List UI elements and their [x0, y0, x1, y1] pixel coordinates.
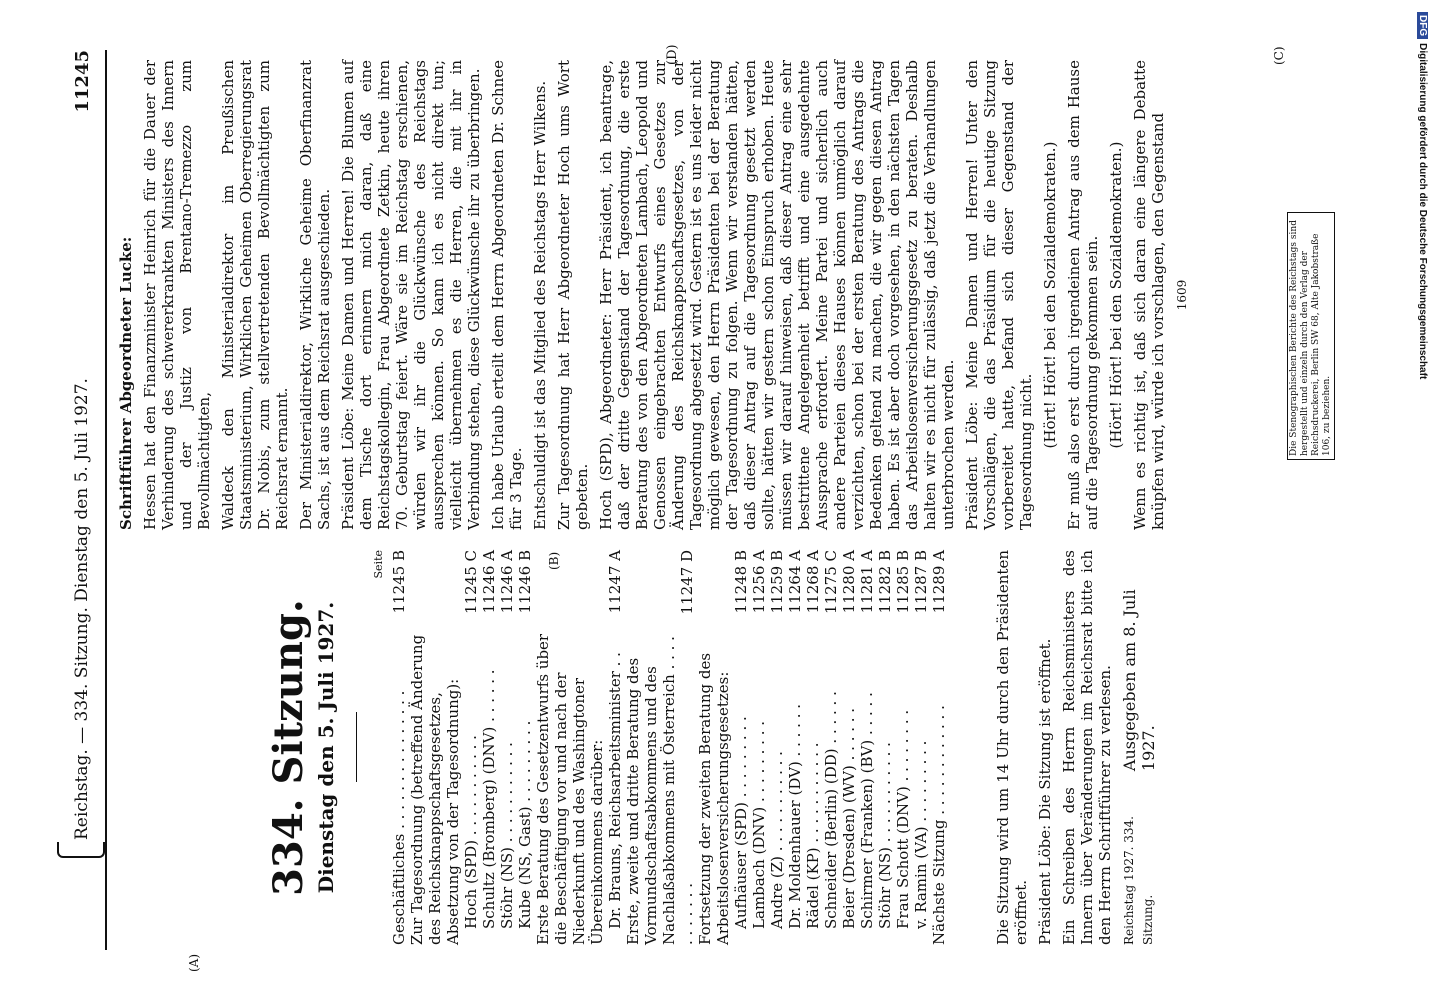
- toc-label: Stöhr (NS) . . . . . . . . . . .: [876, 742, 894, 929]
- toc-row: [624, 550, 696, 945]
- toc-label: Dr. Brauns, Reichsarbeitsminister . .: [606, 652, 624, 929]
- publisher-note: Die Stenographischen Berichte des Reichstags sind hergestellt und einzeln durch den Verlag der Reichsdruckerei, Berlin SW 68, Alte Jakobstraße 106, zu beziehen.: [1287, 212, 1335, 460]
- toc-row: [732, 550, 750, 945]
- speech-hoch: Hoch (SPD), Abgeordneter: Herr Präsident, ich beantrage, daß der dritte Gegenstand der Tagesordnung, die erste Beratung des von den Abgeordneten Lambach, Leopold und Genossen eingebrachten Entwurfs eines Gesetzes zur Änderung des Reichsknappschaftsgesetzes, von der Tagesordnung abgesetzt wird. Gestern ist es uns leider nicht möglich gewesen, den Herrn Präsidenten bei der Beratung der Tagesordnung zu folgen. Wenn wir verstanden hätten, daß dieser Antrag auf die Tagesordnung gesetzt werden sollte, hätten wir gestern schon Einspruch erhoben. Heute müssen wir darauf hinweisen, daß dieser Antrag eine sehr bestrittene Angelegenheit betrifft und eine ausgedehnte Aussprache erfordert. Meine Partei und sicherlich auch andere Parteien dieses Hauses können unmöglich darauf verzichten, schon bei der ersten Beratung des Antrags die Bedenken geltend zu machen, die wir gegen diesen Antrag haben. Es ist aber doch vorgesehen, in den nächsten Tagen das Arbeitslosenversicherungsgesetz zu beraten. Deshalb halten wir es nicht für zulässig, daß jetzt die Verhandlungen unterbrochen werden.: [597, 60, 957, 530]
- toc-row: [750, 550, 768, 945]
- president-statement: Präsident Löbe: Die Sitzung ist eröffnet.: [1036, 638, 1054, 945]
- toc-label: Lambach (DNV) . . . . . . . . .: [750, 720, 768, 929]
- toc-row: [912, 550, 930, 945]
- toc-label: Andre (Z) . . . . . . . . . . .: [768, 751, 786, 929]
- dfg-stamp: [1414, 12, 1428, 912]
- letter-request: Ein Schreiben des Herrn Reichsministers des Innern über Veränderungen im Reichsrat bitte ich den Herrn Schriftführer zu verlesen.: [1060, 550, 1114, 945]
- toc-label: Zur Tagesordnung (betreffend Änderung des Reichsknappschaftsgesetzes, Absetzung von der Tagesordnung):: [408, 634, 462, 945]
- toc-row: [462, 550, 480, 945]
- toc-label: Aufhäuser (SPD) . . . . . . . . .: [732, 716, 750, 929]
- toc-label: Fortsetzung der zweiten Beratung des Arbeitslosenversicherungsgesetzes:: [696, 652, 732, 945]
- toc-row: [786, 550, 804, 945]
- margin-mark-d: (D): [665, 44, 680, 65]
- toc-label: Erste Beratung des Gesetzentwurfs über die Beschäftigung vor und nach der Niederkunft und des Washingtoner Übereinkommens darüber:: [534, 633, 606, 945]
- toc-label: v. Ramin (VA) . . . . . . . . .: [912, 740, 930, 929]
- toc-page: 11289 A: [930, 550, 948, 614]
- opening-text: Die Sitzung wird um 14 Uhr durch den Präsidenten eröffnet.: [994, 550, 1030, 945]
- toc-page: 11264 A: [786, 550, 804, 614]
- toc-page: 11280 A: [840, 550, 858, 614]
- toc-page: 11246 A: [498, 550, 516, 614]
- toc-page: 11245 C: [462, 550, 480, 614]
- toc-page: 11259 B: [768, 550, 786, 614]
- toc-row: [498, 550, 516, 945]
- dfg-text: Digitalisierung gefördert durch die Deutsche Forschungsgemeinschaft: [1417, 43, 1428, 380]
- toc-row: [534, 550, 606, 945]
- paragraph-entschuldigt: Entschuldigt ist das Mitglied des Reichstags Herr Wilkens.: [531, 80, 549, 530]
- dfg-logo: DFG: [1417, 12, 1428, 39]
- toc-label: Stöhr (NS) . . . . . . . . . . .: [498, 742, 516, 929]
- toc-label: Dr. Moldenhauer (DV) . . . . . .: [786, 703, 804, 929]
- paragraph-sachs: Der Ministerialdirektor, Wirkliche Geheime Oberfinanzrat Sachs, ist aus dem Reichsrat ausgeschieden.: [297, 60, 333, 530]
- toc-label: Rädel (KP) . . . . . . . . . . .: [804, 742, 822, 929]
- toc-row: [606, 550, 624, 945]
- paragraph-debatte: Wenn es richtig ist, daß sich daran eine längere Debatte knüpfen wird, würde ich vorschlagen, den Gegenstand: [1131, 60, 1167, 530]
- session-date: Dienstag den 5. Juli 1927.: [314, 601, 338, 894]
- toc-page: 11281 A: [858, 550, 876, 614]
- toc-label: Schultz (Bromberg) (DNV) . . . . . .: [480, 669, 498, 929]
- toc-row: [858, 550, 876, 945]
- toc-page: 11246 B: [516, 550, 534, 614]
- toc-label: Nächste Sitzung . . . . . . . . . . . .: [930, 705, 948, 945]
- toc-row: [894, 550, 912, 945]
- running-head: Reichstag. — 334. Sitzung. Dienstag den 5. Juli 1927.: [72, 378, 92, 840]
- toc-page: 11248 B: [732, 550, 750, 614]
- page-header: [65, 50, 107, 950]
- margin-mark-a: (A): [187, 953, 201, 972]
- toc-page: 11282 B: [876, 550, 894, 614]
- toc-row: [804, 550, 822, 945]
- toc-row: [390, 550, 408, 945]
- toc-page: 11268 A: [804, 550, 822, 614]
- toc-row: [408, 550, 462, 945]
- footer-left: Reichstag 1927. 334. Sitzung.: [1122, 816, 1155, 945]
- right-column: [117, 60, 1192, 530]
- page-number: 11245: [72, 50, 93, 113]
- toc-label: Geschäftliches . . . . . . . . . . . . . . .: [390, 690, 408, 945]
- toc-row: [822, 550, 840, 945]
- toc-row: [516, 550, 534, 945]
- session-title: 334. Sitzung.: [265, 599, 312, 896]
- speaker-lucke: Schriftführer Abgeordneter Lucke:: [117, 236, 135, 530]
- paragraph-urlaub: Ich habe Urlaub erteilt dem Herrn Abgeordneten Dr. Schnee für 3 Tage.: [489, 60, 525, 530]
- toc-page: 11287 B: [912, 550, 930, 614]
- toc-row: [696, 550, 732, 945]
- toc-page: 11256 A: [750, 550, 768, 614]
- toc-row: [480, 550, 498, 945]
- margin-mark-b: (B): [547, 551, 561, 570]
- paragraph-tagesordnung: Zur Tagesordnung hat Herr Abgeordneter Hoch ums Wort gebeten.: [555, 60, 591, 530]
- issue-date: Ausgegeben am 8. Juli 1927.: [1120, 589, 1158, 772]
- rotated-document-page: [65, 44, 1355, 972]
- president-reply: Präsident Löbe: Meine Damen und Herren! Unter den Vorschlägen, die das Präsidium für die heutige Sitzung vorbereitet hatte, befand sich dieser Gegenstand der Tagesordnung nicht.: [963, 60, 1035, 530]
- header-bracket-mark: [57, 842, 105, 858]
- toc-page: 11275 C: [822, 550, 840, 614]
- toc-row: [840, 550, 858, 945]
- toc-label: Erste, zweite und dritte Beratung des Vormundschaftsabkommens und des Nachlaßabkommens mit Österreich . . . . . . . . . . .: [624, 636, 696, 945]
- toc-row: [876, 550, 894, 945]
- toc-label: Hoch (SPD) . . . . . . . . . . .: [462, 735, 480, 929]
- margin-mark-c: (C): [1272, 46, 1286, 65]
- sheet-number: 1609: [1175, 279, 1189, 311]
- toc-label: Beier (Dresden) (WV) . . . . . .: [840, 707, 858, 929]
- paragraph-zetkin: Präsident Löbe: Meine Damen und Herren! Die Blumen auf dem Tische dort erinnern mich daran, daß eine Reichstagskollegin, Frau Abgeordnete Zetkin, heute ihren 70. Geburtstag feiert. Wäre sie im Reichstag erschienen, würden wir ihr die Glückwünsche des Reichstags aussprechen können. So kann ich es nicht direkt tun; vielleicht übernehmen es die Herren, die mit ihr in Verbindung stehen, diese Glückwünsche ihr zu überbringen.: [339, 60, 483, 530]
- toc-seite-label: Seite: [372, 550, 385, 579]
- interjection-1: (Hört! Hört! bei den Sozialdemokraten.): [1041, 141, 1059, 449]
- title-divider: [356, 713, 357, 783]
- paragraph-antrag: Er muß also erst durch irgendeinen Antrag aus dem Hause auf die Tagesordnung gekommen sein.: [1065, 60, 1101, 530]
- toc-page: 11245 B: [390, 550, 408, 614]
- toc-label: Frau Schott (DNV) . . . . . . . .: [894, 709, 912, 929]
- toc-page: 11247 A: [606, 550, 624, 614]
- toc-row: [768, 550, 786, 945]
- toc-page: 11246 A: [480, 550, 498, 614]
- interjection-2: (Hört! Hört! bei den Sozialdemokraten.): [1107, 141, 1125, 449]
- toc-row: [930, 550, 948, 945]
- toc-label: Kube (NS, Gast) . . . . . . . . .: [516, 720, 534, 929]
- toc-label: Schneider (Berlin) (DD) . . . . . .: [822, 691, 840, 929]
- toc-label: Schirmer (Franken) (BV) . . . . .: [858, 692, 876, 929]
- table-of-contents: [390, 550, 948, 945]
- left-column: [117, 550, 1158, 945]
- paragraph-waldeck: Waldeck den Ministerialdirektor im Preußischen Staatsministerium, Wirklichen Geheimen Oberregierungsrat Dr. Nobis, zum stellvertretenden Bevollmächtigten zum Reichsrat ernannt.: [219, 60, 291, 530]
- toc-page: 11285 B: [894, 550, 912, 614]
- toc-page: 11247 D: [678, 550, 696, 615]
- paragraph-hessen: Hessen hat den Finanzminister Heinrich für die Dauer der Verhinderung des schwererkrankten Ministers des Innern und der Justiz von Brentano-Tremezzo zum Bevollmächtigten,: [141, 60, 213, 530]
